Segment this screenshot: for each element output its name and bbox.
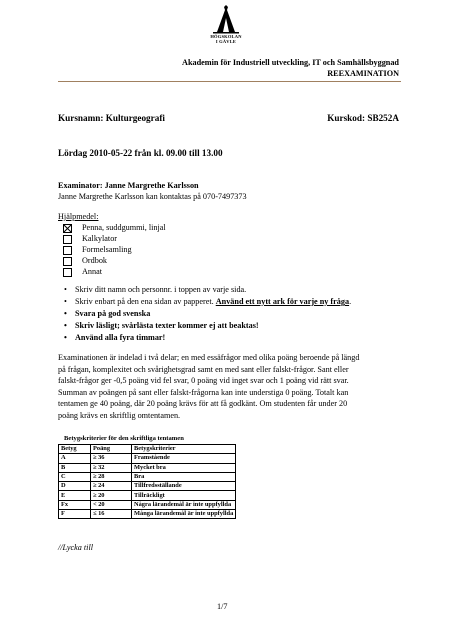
points-cell: ≥ 36 bbox=[91, 454, 132, 463]
instruction-item: • Använd alla fyra timmar! bbox=[75, 333, 165, 342]
university-logo bbox=[208, 4, 244, 50]
points-cell: ≤ 16 bbox=[91, 510, 132, 519]
points-cell: ≥ 32 bbox=[91, 463, 132, 472]
aid-checkbox[interactable] bbox=[63, 235, 72, 244]
grading-table bbox=[58, 444, 236, 519]
institution-name: Akademin för Industriell utveckling, IT och Samhällsbyggnad bbox=[182, 58, 399, 67]
grading-caption: Betygskriterier för den skriftliga tentamen bbox=[64, 435, 184, 442]
criteria-cell: Många lärandemål är inte uppfyllda bbox=[132, 510, 236, 519]
grade-cell: B bbox=[59, 463, 91, 472]
table-header-row bbox=[59, 445, 236, 454]
instruction-item: • Skriv ditt namn och personnr. i toppen av varje sida. bbox=[75, 285, 246, 294]
examiner-contact: Janne Margrethe Karlsson kan kontaktas på 070-7497373 bbox=[58, 192, 247, 201]
header-cell: Betyg bbox=[59, 445, 91, 454]
description-line: på frågan, komplexitet och svårighetsgrad samt en med sant eller falskt-frågor. Sant eller bbox=[58, 364, 349, 374]
aid-checkbox[interactable] bbox=[63, 268, 72, 277]
instruction-period: . bbox=[349, 297, 352, 306]
aid-label: Ordbok bbox=[82, 256, 108, 265]
instruction-item: • Svara på god svenska bbox=[75, 309, 150, 318]
aid-label: Penna, suddgummi, linjal bbox=[82, 223, 166, 232]
description-line: Examinationen är indelad i två delar; en med essäfrågor med olika poäng beroende på längd bbox=[58, 353, 360, 362]
table-row bbox=[59, 472, 236, 481]
instruction-emphasis: Använd ett nytt ark för varje ny fråga bbox=[215, 297, 350, 306]
course-name: Kursnamn: Kulturgeografi bbox=[58, 113, 165, 123]
points-cell: ≥ 20 bbox=[91, 491, 132, 500]
description-line: Summan av poängen på sant eller falskt-frågorna kan inte understiga 0 poäng. Totalt kan bbox=[58, 387, 349, 397]
grade-cell: E bbox=[59, 491, 91, 500]
criteria-cell: Framstående bbox=[132, 454, 236, 463]
grade-cell: A bbox=[59, 454, 91, 463]
points-cell: ≥ 24 bbox=[91, 482, 132, 491]
table-row bbox=[59, 500, 236, 509]
grade-cell: Fx bbox=[59, 500, 91, 509]
logo-emblem-icon bbox=[211, 4, 241, 34]
instruction-text: Skriv enbart på den ena sidan av papperet. bbox=[75, 297, 216, 306]
criteria-cell: Bra bbox=[132, 472, 236, 481]
logo-text-line2: I GÄVLE bbox=[215, 39, 237, 44]
grade-cell: C bbox=[59, 472, 91, 481]
aid-checkbox[interactable] bbox=[63, 257, 72, 266]
aids-heading: Hjälpmedel: bbox=[58, 212, 99, 221]
instruction-item bbox=[75, 297, 351, 306]
checkmark-x-icon bbox=[63, 224, 72, 233]
grade-cell: F bbox=[59, 510, 91, 519]
course-code: Kurskod: SB252A bbox=[327, 113, 399, 123]
aid-checkbox[interactable] bbox=[63, 246, 72, 255]
description-line: tentamen ge 40 poäng, där 20 poäng krävs för att få godkänt. Om studenten får under 20 bbox=[58, 399, 348, 409]
closing-greeting: //Lycka till bbox=[58, 543, 94, 552]
aid-checkbox-checked[interactable] bbox=[63, 224, 72, 233]
logo-text-line1: HÖGSKOLAN bbox=[210, 34, 242, 39]
criteria-cell: Mycket bra bbox=[132, 463, 236, 472]
description-line: falskt-frågor ger -0,5 poäng vid fel svar, 0 poäng vid inget svar och 1 poäng vid rätt svar. bbox=[58, 376, 349, 386]
points-cell: ≥ 28 bbox=[91, 472, 132, 481]
exam-type: REEXAMINATION bbox=[327, 69, 399, 78]
exam-description bbox=[58, 352, 400, 422]
criteria-cell: Några lärandemål är inte uppfyllda bbox=[132, 500, 236, 509]
exam-date: Lördag 2010-05-22 från kl. 09.00 till 13.00 bbox=[58, 148, 223, 158]
aid-label: Formelsamling bbox=[82, 245, 132, 254]
aid-label: Annat bbox=[82, 267, 103, 276]
examiner-name: Examinator: Janne Margrethe Karlsson bbox=[58, 181, 199, 190]
table-row bbox=[59, 454, 236, 463]
header-cell: Poäng bbox=[91, 445, 132, 454]
table-row bbox=[59, 491, 236, 500]
aid-label: Kalkylator bbox=[82, 234, 118, 243]
table-row bbox=[59, 463, 236, 472]
description-line: poäng krävs en skriftlig omtentamen. bbox=[58, 410, 181, 420]
table-row bbox=[59, 510, 236, 519]
page-number: 1/7 bbox=[217, 602, 228, 611]
header-divider bbox=[58, 81, 401, 82]
table-row bbox=[59, 482, 236, 491]
criteria-cell: Tillfredsställande bbox=[132, 482, 236, 491]
grade-cell: D bbox=[59, 482, 91, 491]
instruction-item: • Skriv läsligt; svårlästa texter kommer ej att beaktas! bbox=[75, 321, 259, 330]
criteria-cell: Tillräckligt bbox=[132, 491, 236, 500]
points-cell: < 20 bbox=[91, 500, 132, 509]
header-cell: Betygskriterier bbox=[132, 445, 236, 454]
